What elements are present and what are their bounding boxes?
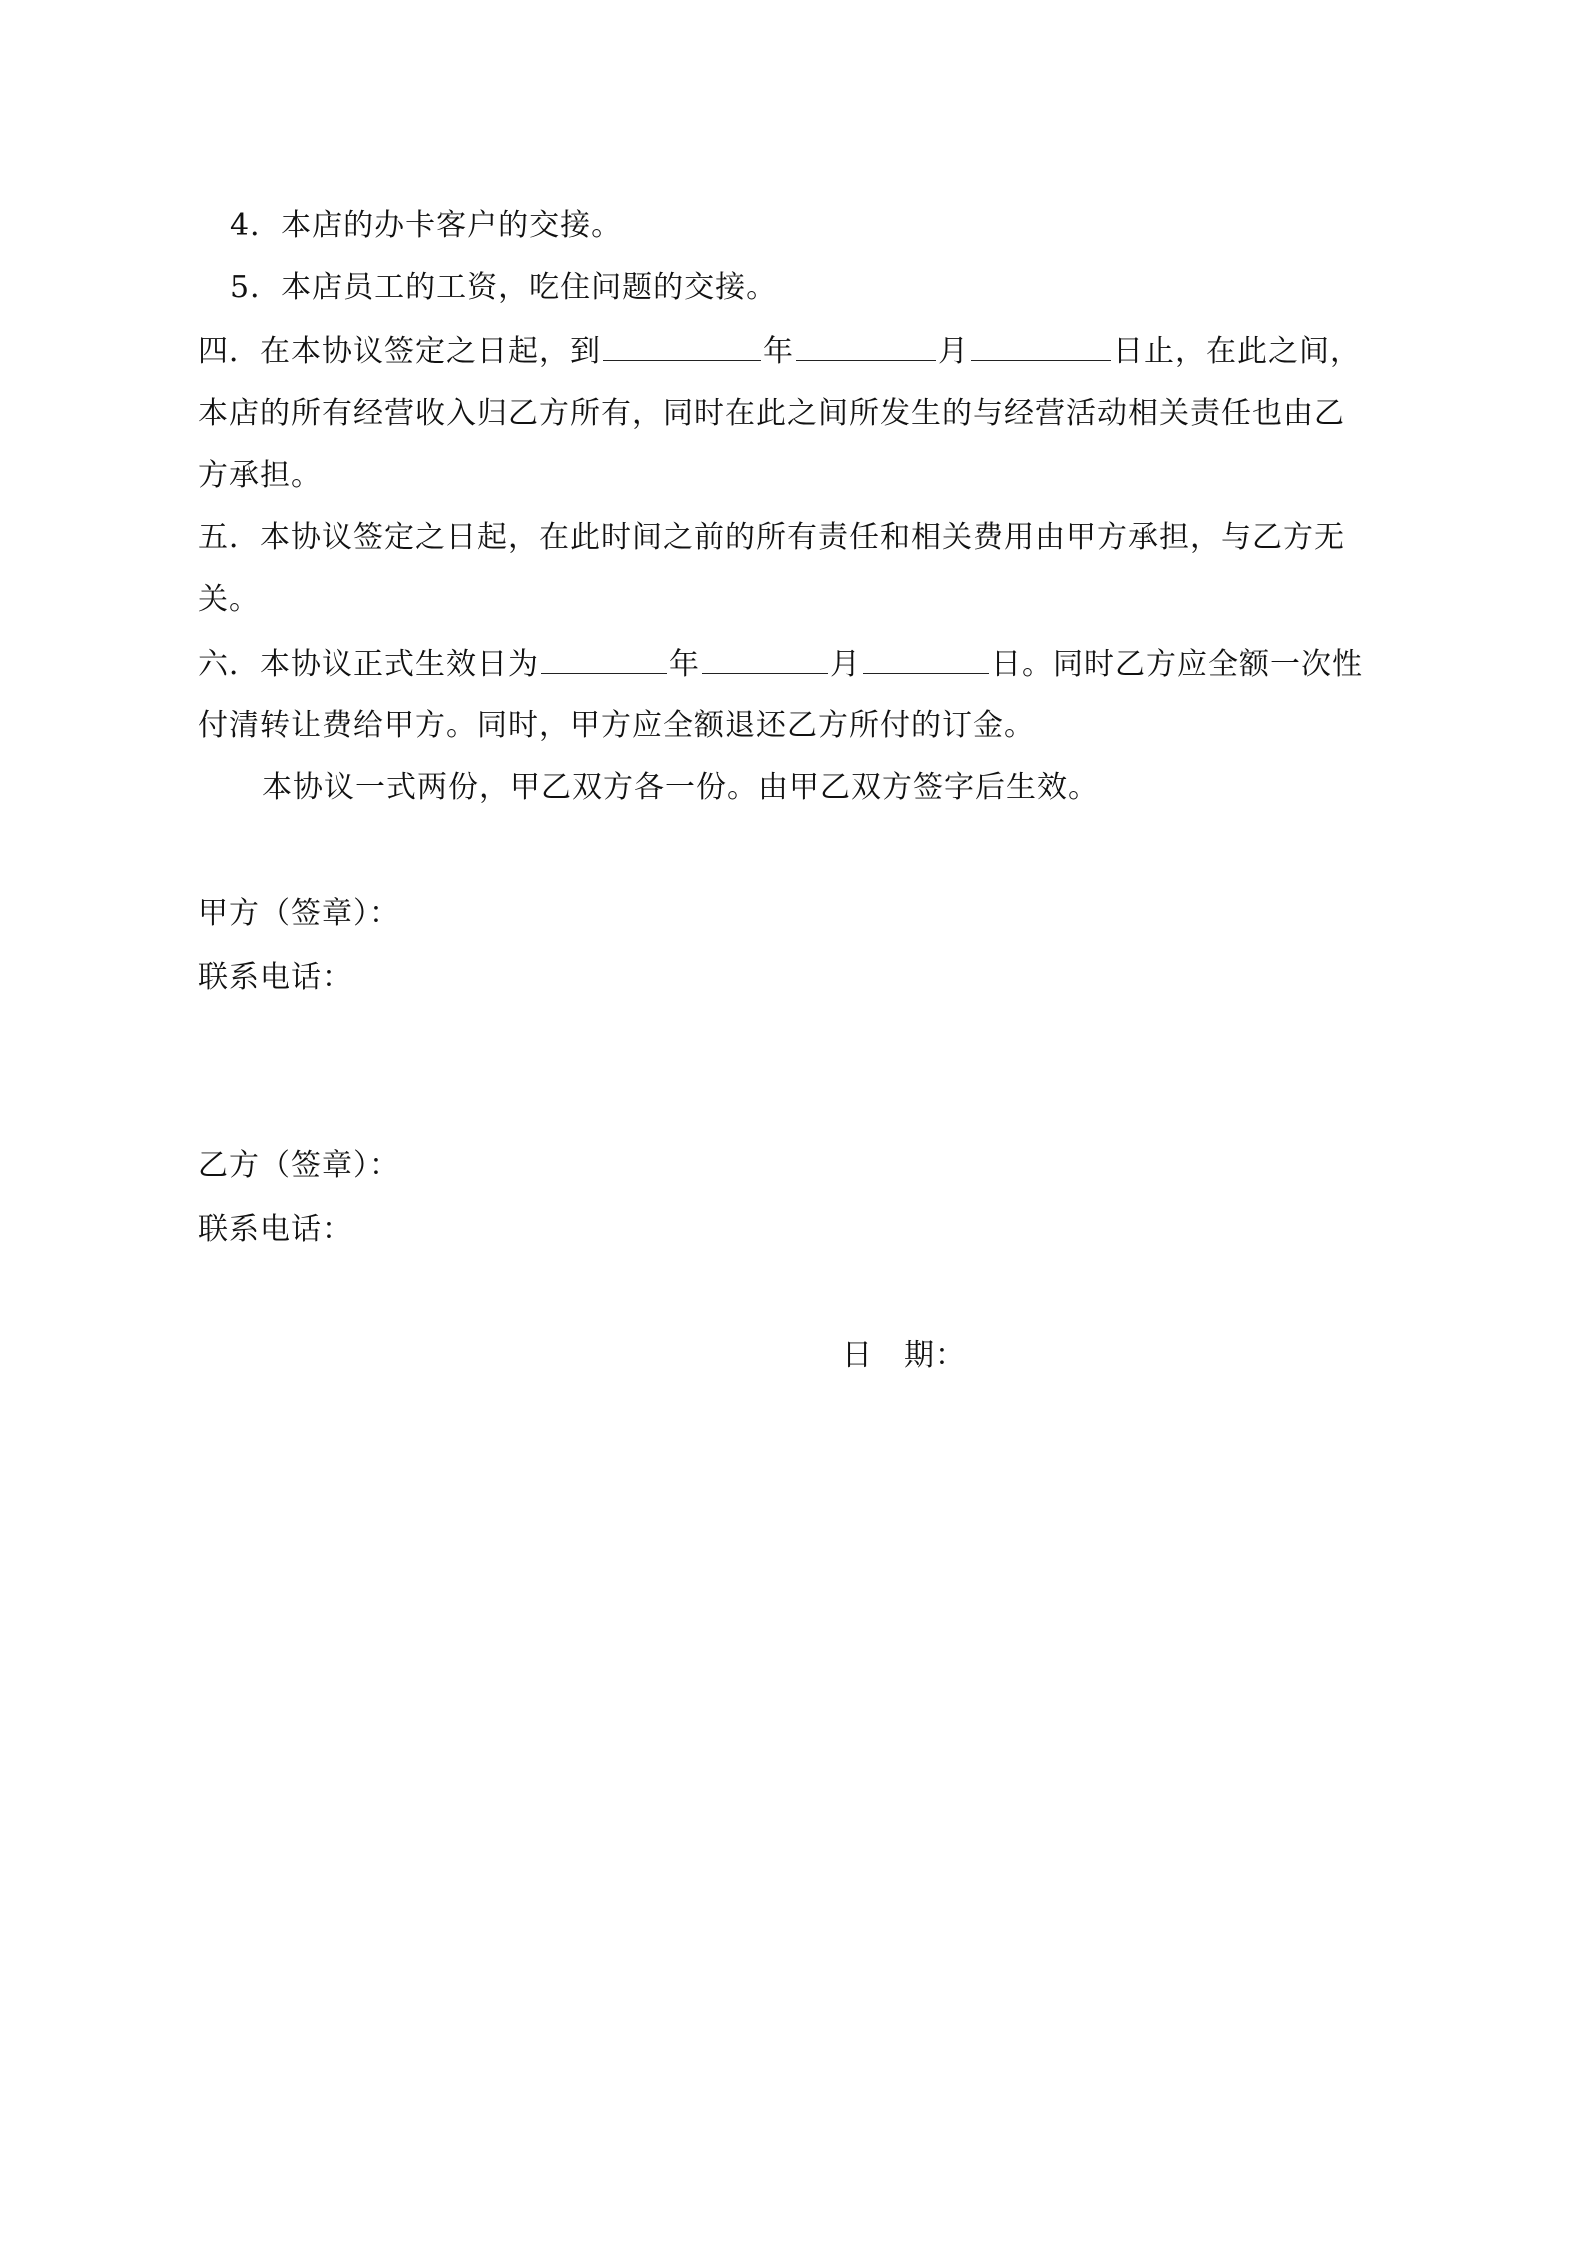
clause-6-line-2: 付清转让费给甲方。同时，甲方应全额退还乙方所付的订金。 [198,708,1035,743]
clause-4-line-2: 本店的所有经营收入归乙方所有，同时在此之间所发生的与经营活动相关责任也由乙 [198,396,1345,431]
blank-year-field[interactable] [603,330,761,361]
party-a-phone-label: 联系电话： [198,960,353,995]
clause-6-end: 日。同时乙方应全额一次性 [991,647,1363,682]
blank-effective-day-field[interactable] [863,643,989,674]
date-label: 日 期： [842,1338,966,1373]
blank-effective-year-field[interactable] [541,643,667,674]
clause-6-month: 月 [830,647,861,682]
clause-5-line-1: 五．本协议签定之日起，在此时间之前的所有责任和相关费用由甲方承担，与乙方无 [198,520,1345,555]
party-a-sign-label: 甲方（签章）： [198,896,400,931]
closing-paragraph: 本协议一式两份，甲乙双方各一份。由甲乙双方签字后生效。 [262,770,1099,805]
item-5: 5．本店员工的工资，吃住问题的交接。 [230,270,778,305]
clause-4-end: 日止，在此之间， [1113,334,1361,369]
blank-day-field[interactable] [971,330,1111,361]
party-b-phone-label: 联系电话： [198,1212,353,1247]
clause-6-start: 六．本协议正式生效日为 [198,647,539,682]
blank-effective-month-field[interactable] [702,643,828,674]
clause-6-year: 年 [669,647,700,682]
item-4: 4．本店的办卡客户的交接。 [230,208,623,243]
clause-4-line-1 [198,330,1398,372]
clause-5-line-2: 关。 [198,582,260,617]
clause-4-start: 四．在本协议签定之日起，到 [198,334,601,369]
blank-month-field[interactable] [796,330,936,361]
party-b-sign-label: 乙方（签章）： [198,1148,400,1183]
clause-6-line-1 [198,643,1398,685]
clause-4-line-3: 方承担。 [198,458,322,493]
clause-4-month: 月 [938,334,969,369]
clause-4-year: 年 [763,334,794,369]
